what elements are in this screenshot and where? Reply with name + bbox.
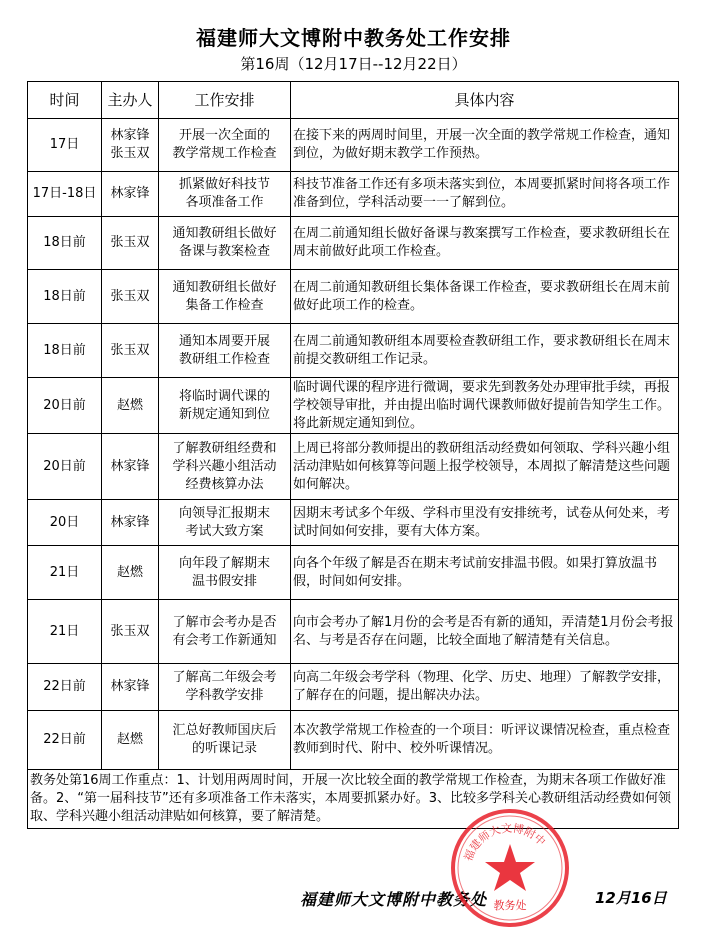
row-host: 林家锋 张玉双 (102, 119, 159, 172)
row-time: 17日-18日 (28, 172, 102, 217)
row-time: 18日前 (28, 217, 102, 270)
row-detail: 在接下来的两周时间里，开展一次全面的教学常规工作检查，通知到位，为做好期末教学工作预热。 (291, 119, 679, 172)
row-task: 了解教研组经费和 学科兴趣小组活动 经费核算办法 (159, 434, 291, 500)
row-time: 20日 (28, 500, 102, 546)
seal-center-text: 教务处 (493, 899, 527, 912)
svg-text:福建师大文博附中 (462, 821, 549, 863)
table-row (28, 217, 679, 270)
row-detail: 在周二前通知组长做好备课与教案撰写工作检查，要求教研组长在周末前做好此项工作检查。 (291, 217, 679, 270)
table-row (28, 119, 679, 172)
row-time: 22日前 (28, 664, 102, 711)
table-row (28, 546, 679, 600)
row-time: 18日前 (28, 324, 102, 378)
row-host: 赵燃 (102, 546, 159, 600)
row-host: 林家锋 (102, 434, 159, 500)
summary-row (28, 770, 679, 829)
row-host: 张玉双 (102, 600, 159, 664)
header-task: 工作安排 (159, 82, 291, 119)
row-task: 通知教研组长做好 集备工作检查 (159, 270, 291, 324)
row-host: 林家锋 (102, 500, 159, 546)
table-row (28, 434, 679, 500)
row-task: 向领导汇报期末 考试大致方案 (159, 500, 291, 546)
table-row (28, 270, 679, 324)
row-host: 赵燃 (102, 711, 159, 770)
row-task: 向年段了解期末 温书假安排 (159, 546, 291, 600)
row-host: 张玉双 (102, 270, 159, 324)
row-host: 张玉双 (102, 324, 159, 378)
footer-date: 12月16日 (595, 889, 667, 907)
row-detail: 上周已将部分教师提出的教研组活动经费如何领取、学科兴趣小组活动津贴如何核算等问题上报学校领导，本周拟了解清楚这些问题如何解决。 (291, 434, 679, 500)
row-time: 21日 (28, 600, 102, 664)
row-host: 赵燃 (102, 378, 159, 434)
row-time: 20日前 (28, 378, 102, 434)
row-task: 抓紧做好科技节 各项准备工作 (159, 172, 291, 217)
row-detail: 向各个年级了解是否在期末考试前安排温书假。如果打算放温书假，时间如何安排。 (291, 546, 679, 600)
table-row (28, 324, 679, 378)
row-detail: 科技节准备工作还有多项未落实到位，本周要抓紧时间将各项工作准备到位，学科活动要一一了解到位。 (291, 172, 679, 217)
seal-ring-text: 福建师大文博附中 (461, 821, 548, 864)
row-task: 通知教研组长做好 备课与教案检查 (159, 217, 291, 270)
row-time: 21日 (28, 546, 102, 600)
row-time: 20日前 (28, 434, 102, 500)
row-detail: 临时调代课的程序进行微调，要求先到教务处办理审批手续，再报学校领导审批，并由提出临时调代课教师做好提前告知学生工作。将此新规定通知到位。 (291, 378, 679, 434)
row-task: 通知本周要开展 教研组工作检查 (159, 324, 291, 378)
table-row (28, 172, 679, 217)
header-time: 时间 (28, 82, 102, 119)
header-host: 主办人 (102, 82, 159, 119)
row-host: 林家锋 (102, 172, 159, 217)
weekly-summary: 教务处第16周工作重点：1、计划用两周时间，开展一次比较全面的教学常规工作检查，为期末各项工作做好准备。2、“第一届科技节”还有多项准备工作未落实，本周要抓紧办好。3、比较多学科关心教研组活动经费如何领取、学科兴趣小组活动津贴如何核算，要了解清楚。 (28, 770, 679, 829)
footer-org: 福建师大文博附中教务处 (300, 890, 488, 909)
row-task: 将临时调代课的 新规定通知到位 (159, 378, 291, 434)
table-row (28, 664, 679, 711)
row-detail: 向市会考办了解1月份的会考是否有新的通知，弄清楚1月份会考报名、与考是否存在问题，比较全面地了解清楚有关信息。 (291, 600, 679, 664)
row-time: 22日前 (28, 711, 102, 770)
row-detail: 在周二前通知教研组长集体备课工作检查，要求教研组长在周末前做好此项工作的检查。 (291, 270, 679, 324)
row-detail: 在周二前通知教研组本周要检查教研组工作，要求教研组长在周末前提交教研组工作记录。 (291, 324, 679, 378)
table-row (28, 500, 679, 546)
row-task: 汇总好教师国庆后 的听课记录 (159, 711, 291, 770)
page-title: 福建师大文博附中教务处工作安排 (196, 26, 511, 50)
row-task: 了解高二年级会考 学科教学安排 (159, 664, 291, 711)
official-seal-icon (448, 806, 572, 930)
table-row (28, 600, 679, 664)
table-header-row (28, 82, 679, 119)
row-time: 17日 (28, 119, 102, 172)
table-row (28, 378, 679, 434)
header-detail: 具体内容 (291, 82, 679, 119)
row-host: 张玉双 (102, 217, 159, 270)
row-detail: 本次教学常规工作检查的一个项目：听评议课情况检查，重点检查教师到时代、附中、校外听课情况。 (291, 711, 679, 770)
row-task: 开展一次全面的 教学常规工作检查 (159, 119, 291, 172)
row-task: 了解市会考办是否 有会考工作新通知 (159, 600, 291, 664)
schedule-table (27, 81, 679, 829)
row-detail: 因期末考试多个年级、学科市里没有安排统考，试卷从何处来，考试时间如何安排，要有大体方案。 (291, 500, 679, 546)
page-subtitle: 第16周（12月17日--12月22日） (240, 55, 467, 73)
row-time: 18日前 (28, 270, 102, 324)
table-row (28, 711, 679, 770)
row-host: 林家锋 (102, 664, 159, 711)
row-detail: 向高二年级会考学科（物理、化学、历史、地理）了解教学安排，了解存在的问题，提出解决办法。 (291, 664, 679, 711)
